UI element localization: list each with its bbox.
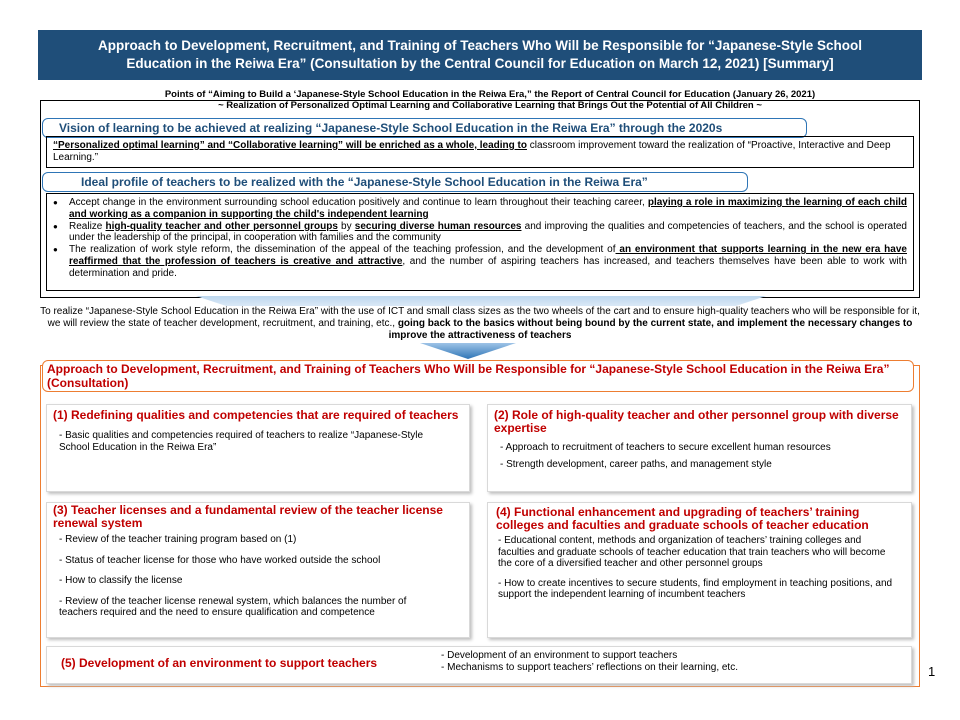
profile-bullet-3 [53, 244, 907, 279]
card-3-item-1: - Review of the teacher training program based on (1) [59, 534, 297, 545]
card-role [487, 404, 912, 492]
card-2-item-2: - Strength development, career paths, and management style [500, 458, 772, 470]
profile-bullet-1-text: Accept change in the environment surrounding school education positively and continue to learn throughout their teaching career, [69, 197, 648, 208]
down-arrow-top [196, 296, 766, 306]
card-qualities [46, 404, 470, 492]
down-arrow-icon [420, 343, 516, 359]
vision-text: classroom improvement toward the realization of “Proactive, Interactive and Deep Learning.” [53, 140, 891, 163]
vision-text-emphasis: “Personalized optimal learning” and “Collaborative learning” will be enriched as a whole, leading to [53, 140, 527, 151]
header-line-2: Education in the Reiwa Era” (Consultation by the Central Council for Education on March 12, 2021) [Summary] [126, 56, 834, 71]
transition-text [40, 306, 920, 342]
profile-bullet-3-emphasis: an environment that supports learning in the new era have reaffirmed that the profession of teachers is creative and attractive [69, 244, 907, 267]
profile-bullet-2-text-c: and improving the qualities and competencies of teachers, and the school is operated under the leadership of the principal, in cooperation with families and the community [69, 220, 907, 244]
card-2-title: (2) Role of high-quality teacher and other personnel group with diverse expertise [494, 408, 899, 435]
approach-title: Approach to Development, Recruitment, and Training of Teachers Who Will be Responsible for “Japanese-Style School Education in the Reiwa Era” (Consultation) [42, 360, 914, 392]
header-line-1: Approach to Development, Recruitment, and Training of Teachers Who Will be Responsible for “Japanese-Style School [97, 38, 862, 53]
card-3-title: (3) Teacher licenses and a fundamental review of the teacher license renewal system [53, 503, 443, 530]
card-3-item-3: - How to classify the license [59, 575, 183, 586]
profile-bullet-2-emphasis-a: high-quality teacher and other personnel groups [105, 220, 338, 232]
profile-bullet-2-emphasis-b: securing diverse human resources [354, 220, 522, 232]
profile-bullet-2 [53, 221, 907, 245]
card-1-item-1: - Basic qualities and competencies required of teachers to realize “Japanese-Style School Education in the Reiwa Era” [59, 430, 424, 453]
profile-bullet-1 [53, 197, 907, 221]
card-licenses [46, 502, 470, 638]
profile-bullet-1-emphasis: playing a role in maximizing the learning of each child and working as a companion in supporting the child's independent learning [69, 197, 908, 220]
page-number: 1 [928, 664, 936, 679]
card-4-title: (4) Functional enhancement and upgrading of teachers’ training colleges and faculties and graduate schools of teacher education [496, 505, 869, 532]
profile-bullet-2-text-a: Realize [69, 220, 106, 232]
profile-box [46, 193, 914, 291]
profile-bullet-3-text-a: The realization of work style reform, the dissemination of the appeal of the teaching profession, and the development of [69, 244, 616, 256]
profile-bullet-2-text-b: by [337, 220, 355, 232]
points-subtitle: ~ Realization of Personalized Optimal Learning and Collaborative Learning that Brings Out the Potential of All Children ~ [218, 100, 762, 111]
vision-box [46, 136, 914, 168]
card-environment [46, 646, 912, 684]
profile-title: Ideal profile of teachers to be realized with the “Japanese-Style School Education in the Reiwa Era” [42, 172, 748, 192]
card-2-item-1: - Approach to recruitment of teachers to secure excellent human resources [500, 442, 831, 453]
transition-text-a: To realize “Japanese-Style School Education in the Reiwa Era” with the use of ICT and small class sizes as the two wheels of the cart and to ensure high-quality teachers who will be responsible for it, we will review the state of teacher development, recruitment, and training, etc., [40, 306, 920, 329]
card-5-item-1: - Development of an environment to support teachers [441, 650, 678, 661]
card-4-item-2: - How to create incentives to secure students, find employment in teaching positions, and support the independent learning of incumbent teachers [498, 577, 893, 600]
points-title: Points of “Aiming to Build a ‘Japanese-Style School Education in the Reiwa Era,” the Report of Central Council for Education (January 26, 2021) [110, 89, 870, 100]
card-1-title: (1) Redefining qualities and competencies that are required of teachers [53, 408, 459, 422]
card-3-item-4: - Review of the teacher license renewal system, which balances the number of teachers required and the need to ensure qualification and competence [59, 595, 407, 618]
vision-title: Vision of learning to be achieved at realizing “Japanese-Style School Education in the Reiwa Era” through the 2020s [42, 118, 807, 138]
card-4-item-1: - Educational content, methods and organization of teachers’ training colleges and faculties and graduate schools of teacher education that train teachers who will become the core of a diversified teacher and other personnel groups [498, 535, 886, 569]
card-5-title: (5) Development of an environment to support teachers [61, 656, 378, 670]
card-colleges [487, 502, 912, 638]
transition-text-emphasis: going back to the basics without being bound by the current state, and implement the necessary changes to improve the attractiveness of teachers [388, 318, 913, 341]
profile-bullet-3-text-b: , and the number of aspiring teachers has increased, and teachers themselves have been able to work with determination and pride. [69, 255, 907, 279]
page-header [38, 30, 922, 80]
card-5-item-2: - Mechanisms to support teachers’ reflections on their learning, etc. [441, 662, 738, 673]
card-3-item-2: - Status of teacher license for those who have worked outside the school [59, 554, 381, 566]
